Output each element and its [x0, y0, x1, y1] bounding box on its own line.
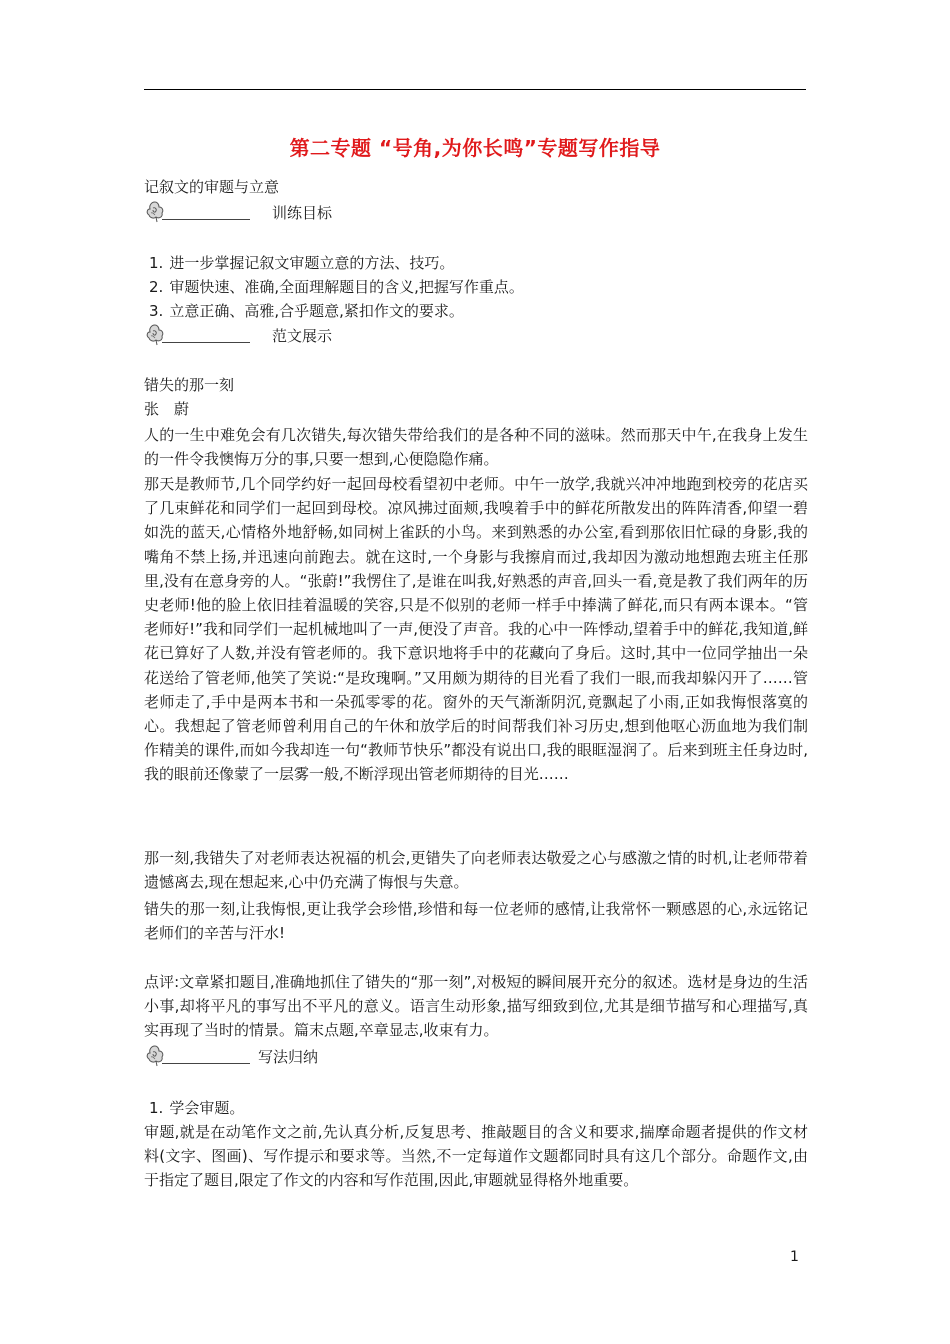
essay-paragraph: 人的一生中难免会有几次错失,每次错失带给我们的是各种不同的滋味。然而那天中午,在我身上发生的一件令我懊悔万分的事,只要一想到,心便隐隐作痛。 — [144, 426, 808, 469]
goal-number: 3. — [149, 302, 164, 320]
essay-title: 错失的那一刻 — [144, 376, 235, 394]
comment: 点评:文章紧扣题目,准确地抓住了错失的“那一刻”,对极短的瞬间展开充分的叙述。选材是身边的生活小事,却将平凡的事写出不平凡的意义。语言生动形象,描写细致到位,尤其是细节描写和心理描写,真实再现了当时的情景。篇末点题,卒章显志,收束有力。 — [144, 973, 808, 1040]
goal-item — [149, 252, 454, 274]
goal-item — [149, 276, 524, 298]
goal-number: 2. — [149, 278, 164, 296]
summary-item-text: 学会审题。 — [169, 1099, 245, 1117]
goal-number: 1. — [149, 254, 164, 272]
essay-paragraph: 那一刻,我错失了对老师表达祝福的机会,更错失了向老师表达敬爱之心与感激之情的时机,让老师带着遗憾离去,现在想起来,心中仍充满了悔恨与失意。 — [144, 849, 808, 892]
section-title: 写法归纳 — [258, 1048, 319, 1066]
goal-text: 进一步掌握记叙文审题立意的方法、技巧。 — [169, 254, 455, 272]
subtitle: 记叙文的审题与立意 — [144, 178, 280, 196]
page-title: 第二专题 “号角,为你长鸣”专题写作指导 — [289, 136, 661, 160]
summary-body: 审题,就是在动笔作文之前,先认真分析,反复思考、推敲题目的含义和要求,揣摩命题者提供的作文材料(文字、图画)、写作提示和要求等。当然,不一定每道作文题都同时具有这几个部分。命题作文,由于指定了题目,限定了作文的内容和写作范围,因此,审题就显得格外地重要。 — [144, 1123, 808, 1190]
essay-paragraph: 那天是教师节,几个同学约好一起回母校看望初中老师。中午一放学,我就兴冲冲地跑到校旁的花店买了几束鲜花和同学们一起回到母校。凉风拂过面颊,我嗅着手中的鲜花所散发出的阵阵清香,仰望一碧如洗的蓝天,心情格外地舒畅,如同树上雀跃的小鸟。来到熟悉的办公室,看到那依旧忙碌的身影,我的嘴角不禁上扬,并迅速向前跑去。就在这时,一个身影与我擦肩而过,我却因为激动地想跑去班主任那里,没有在意身旁的人。“张蔚!”我愣住了,是谁在叫我,好熟悉的声音,回头一看,竟是教了我们两年的历史老师!他的脸上依旧挂着温暖的笑容,只是不似别的老师一样手中捧满了鲜花,而只有两本课本。“管老师好!”我和同学们一起机械地叫了一声,便没了声音。我的心中一阵悸动,望着手中的鲜花,我知道,鲜花已算好了人数,并没有管老师的。我下意识地将手中的花藏向了身后。这时,其中一位同学抽出一朵花送给了管老师,他笑了笑说:“是玫瑰啊。”又用颇为期待的目光看了我们一眼,而我却躲闪开了……管老师走了,手中是两本书和一朵孤零零的花。窗外的天气渐渐阴沉,竟飘起了小雨,正如我悔恨落寞的心。我想起了管老师曾利用自己的午休和放学后的时间帮我们补习历史,想到他呕心沥血地为我们制作精美的课件,而如今我却连一句“教师节快乐”都没有说出口,我的眼眶湿润了。后来到班主任身边时,我的眼前还像蒙了一层雾一般,不断浮现出管老师期待的目光…… — [144, 475, 808, 784]
section-header-goals — [144, 199, 444, 229]
section-header-summary — [144, 1043, 444, 1073]
goal-text: 立意正确、高雅,合乎题意,紧扣作文的要求。 — [169, 302, 464, 320]
section-underline — [162, 1063, 250, 1064]
section-title: 范文展示 — [272, 327, 333, 345]
section-underline — [162, 342, 250, 343]
goal-text: 审题快速、准确,全面理解题目的含义,把握写作重点。 — [169, 278, 524, 296]
section-underline — [162, 219, 250, 220]
header-rule — [144, 89, 806, 90]
goal-item — [149, 300, 464, 322]
summary-number: 1. — [149, 1099, 164, 1117]
summary-item — [149, 1097, 244, 1119]
page-number: 1 — [790, 1249, 799, 1265]
section-header-sample — [144, 322, 444, 352]
essay-paragraph: 错失的那一刻,让我悔恨,更让我学会珍惜,珍惜和每一位老师的感情,让我常怀一颗感恩的心,永远铭记老师们的辛苦与汗水! — [144, 900, 808, 943]
section-title: 训练目标 — [272, 204, 333, 222]
essay-author: 张 蔚 — [144, 400, 190, 418]
